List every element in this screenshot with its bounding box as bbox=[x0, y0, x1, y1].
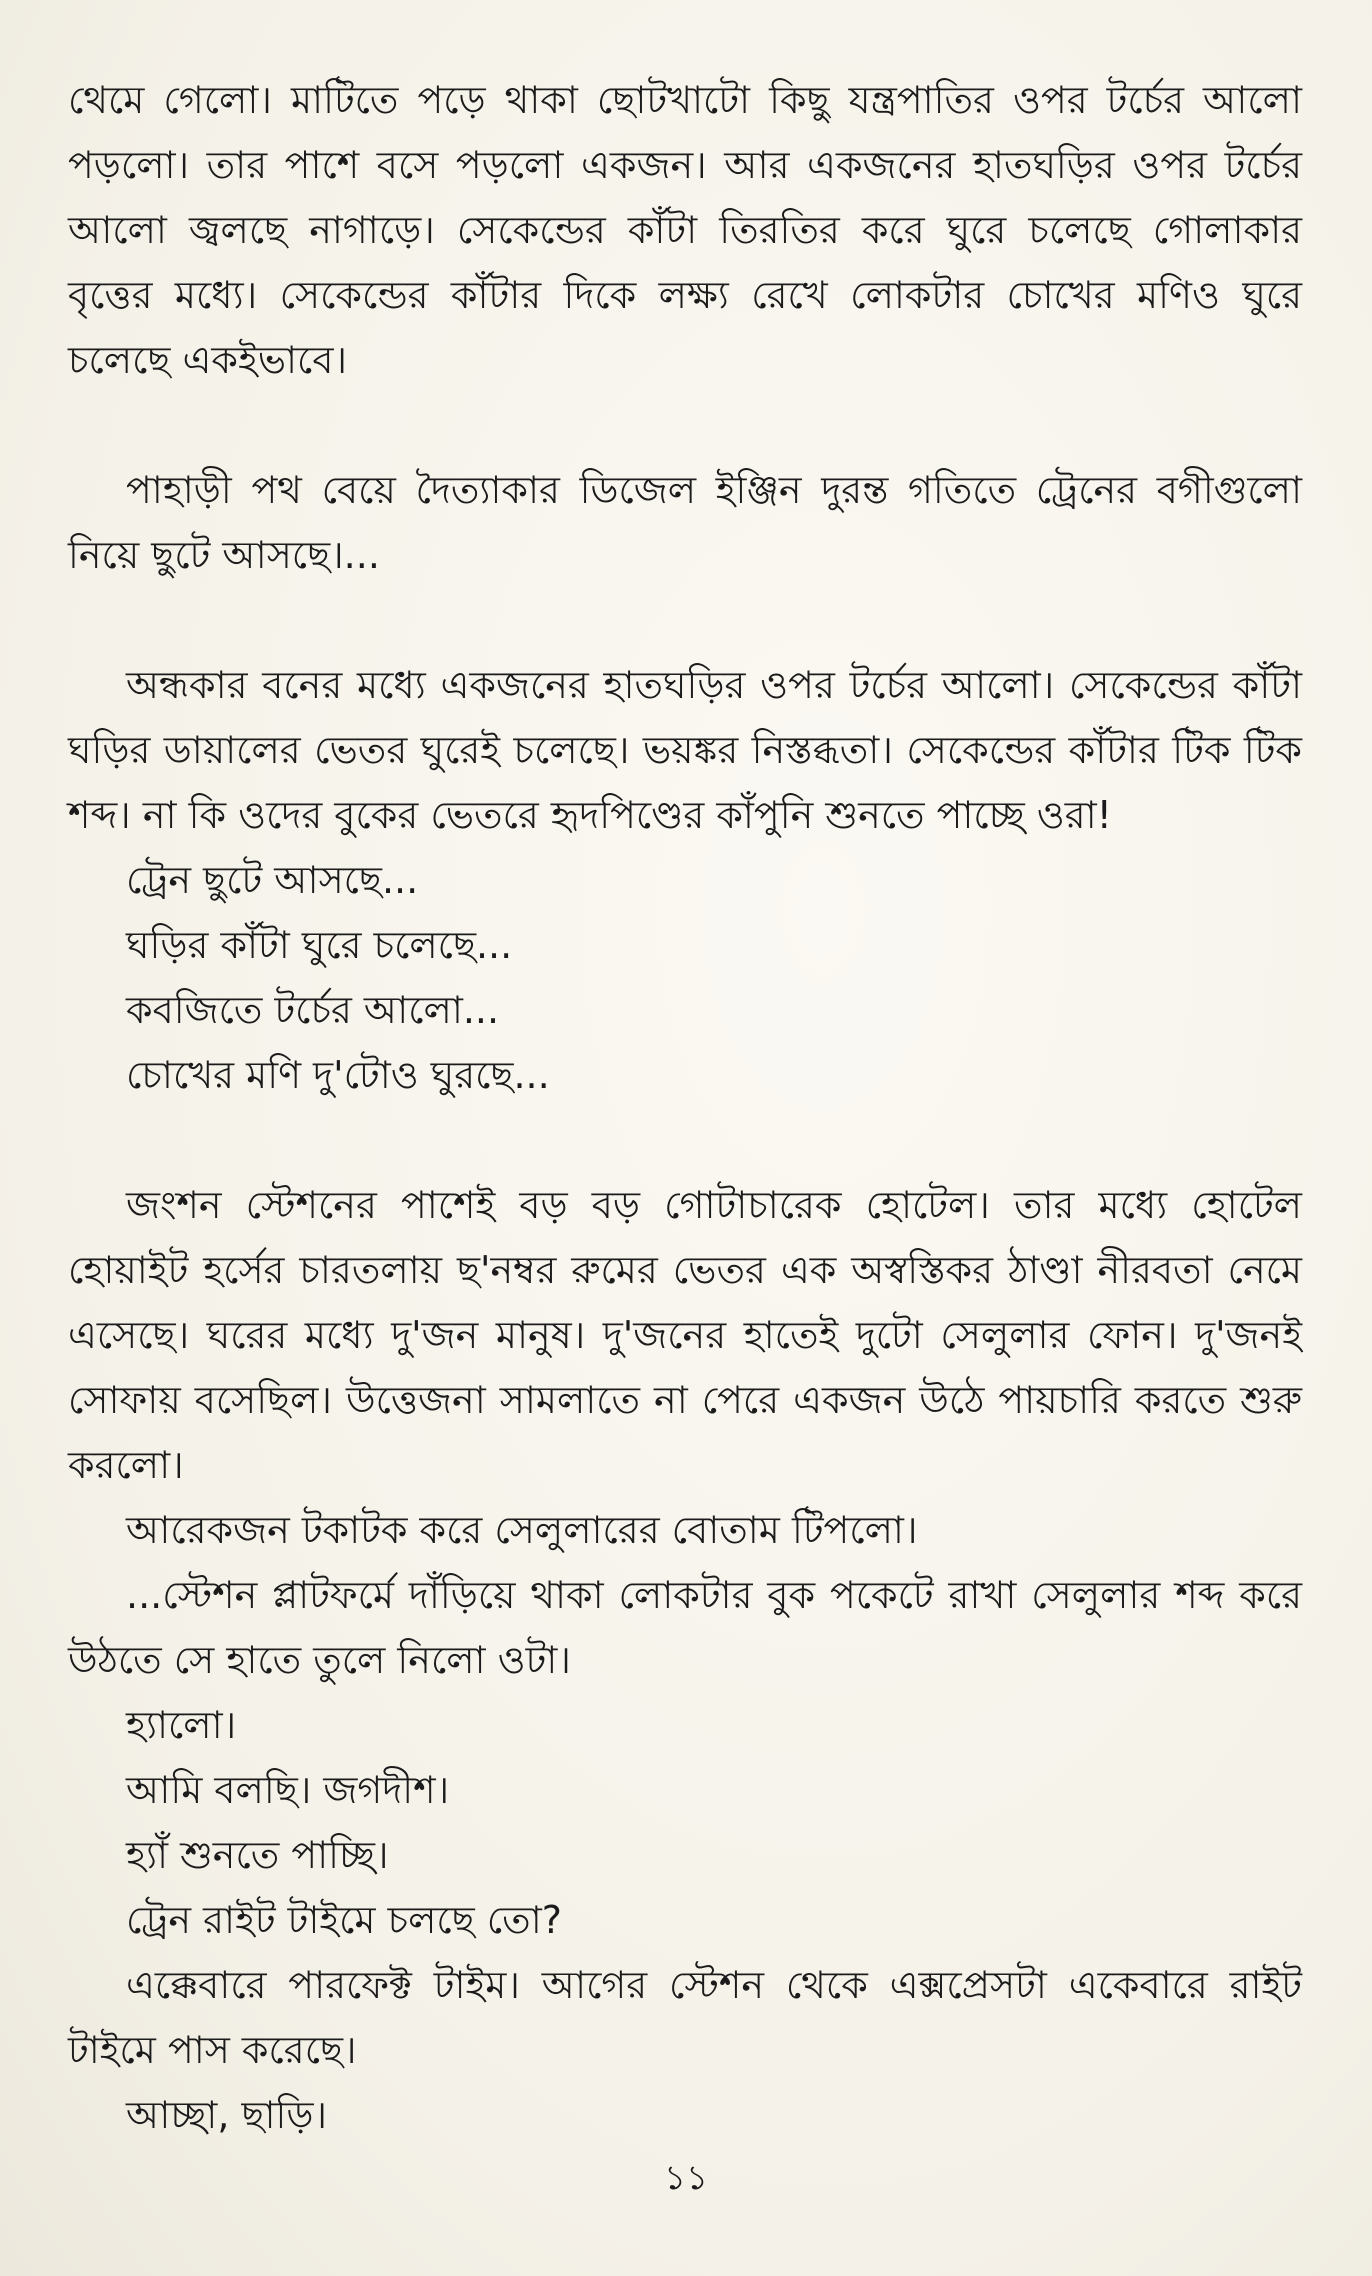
dialogue-perfect-time: এক্কেবারে পারফেক্ট টাইম। আগের স্টেশন থেকে এক্সপ্রেসটা একেবারে রাইট টাইমে পাস করেছে। bbox=[68, 1963, 1302, 2072]
paragraph-hotel: জংশন স্টেশনের পাশেই বড় বড় গোটাচারেক হোটেল। তার মধ্যে হোটেল হোয়াইট হর্সের চারতলায় ছ'নম্বর রুমের ভেতর এক অস্বস্তিকর ঠাণ্ডা নীরবতা নেমে এসেছে। ঘরের মধ্যে দু'জন মানুষ। দু'জনের হাতেই দুটো সেলুলার ফোন। দু'জনই সোফায় বসেছিল। উত্তেজনা সামলাতে না পেরে একজন উঠে পায়চারি করতে শুরু করলো। bbox=[68, 1183, 1302, 1487]
paragraph-train: পাহাড়ী পথ বেয়ে দৈত্যাকার ডিজেল ইঞ্জিন দুরন্ত গতিতে ট্রেনের বগীগুলো নিয়ে ছুটে আসছে।... bbox=[68, 468, 1302, 577]
line-phone-buttons: আরেকজন টকাটক করে সেলুলারের বোতাম টিপলো। bbox=[126, 1508, 918, 1552]
section-gap bbox=[68, 588, 1302, 653]
paragraph-opening: থেমে গেলো। মাটিতে পড়ে থাকা ছোটখাটো কিছু যন্ত্রপাতির ওপর টর্চের আলো পড়লো। তার পাশে বসে পড়লো একজন। আর একজনের হাতঘড়ির ওপর টর্চের আলো জ্বলছে নাগাড়ে। সেকেন্ডের কাঁটা তিরতির করে ঘুরে চলেছে গোলাকার বৃত্তের মধ্যে। সেকেন্ডের কাঁটার দিকে লক্ষ্য রেখে লোকটার চোখের মণিও ঘুরে চলেছে একইভাবে। bbox=[68, 78, 1302, 382]
line-eyes-turning: চোখের মণি দু'টোও ঘুরছে... bbox=[126, 1053, 550, 1097]
page-text bbox=[68, 68, 1302, 2148]
page-number: ১১ bbox=[663, 2158, 709, 2198]
dialogue-train-on-time: ট্রেন রাইট টাইমে চলছে তো? bbox=[126, 1898, 562, 1942]
dialogue-jagadish: আমি বলছি। জগদীশ। bbox=[126, 1768, 450, 1812]
section-gap bbox=[68, 1108, 1302, 1173]
line-train-coming: ট্রেন ছুটে আসছে... bbox=[126, 858, 419, 902]
paragraph-platform: ...স্টেশন প্লাটফর্মে দাঁড়িয়ে থাকা লোকটার বুক পকেটে রাখা সেলুলার শব্দ করে উঠতে সে হাতে তুলে নিলো ওটা। bbox=[68, 1573, 1302, 1682]
dialogue-can-hear: হ্যাঁ শুনতে পাচ্ছি। bbox=[126, 1833, 389, 1877]
line-torch-wrist: কবজিতে টর্চের আলো... bbox=[126, 988, 500, 1032]
line-clock-hand: ঘড়ির কাঁটা ঘুরে চলেছে... bbox=[126, 923, 513, 967]
dialogue-hello: হ্যালো। bbox=[126, 1703, 237, 1747]
section-gap bbox=[68, 393, 1302, 458]
paragraph-forest: অন্ধকার বনের মধ্যে একজনের হাতঘড়ির ওপর টর্চের আলো। সেকেন্ডের কাঁটা ঘড়ির ডায়ালের ভেতর ঘুরেই চলেছে। ভয়ঙ্কর নিস্তব্ধতা। সেকেন্ডের কাঁটার টিক টিক শব্দ। না কি ওদের বুকের ভেতরে হৃদপিণ্ডের কাঁপুনি শুনতে পাচ্ছে ওরা! bbox=[68, 663, 1302, 837]
dialogue-goodbye: আচ্ছা, ছাড়ি। bbox=[126, 2093, 328, 2137]
